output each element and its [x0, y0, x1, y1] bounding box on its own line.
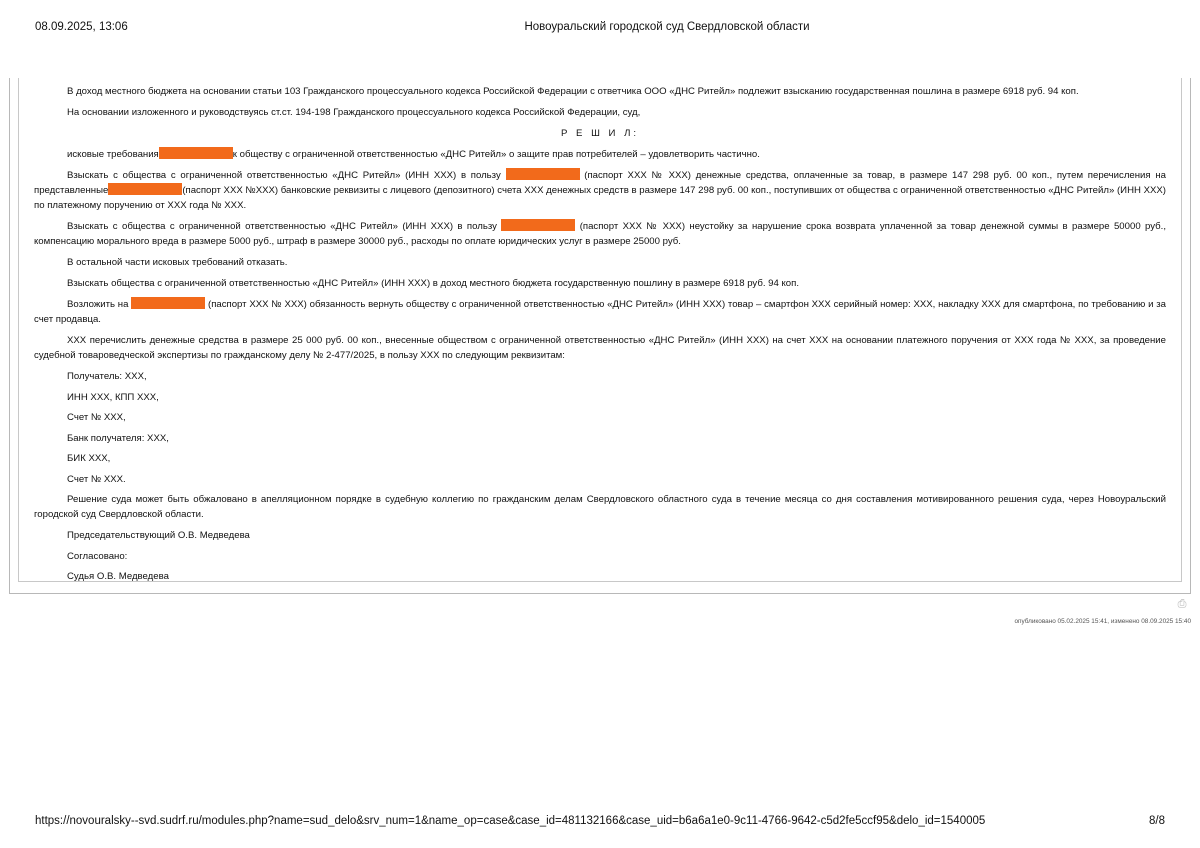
requisite-account: Счет № ХХХ,: [67, 412, 126, 423]
resolved-heading: Р Е Ш И Л:: [560, 128, 640, 139]
signature-presiding: Председательствующий О.В. Медведева: [67, 530, 250, 541]
paragraph-recover-funds: [34, 168, 1166, 213]
recover-funds-text-2: (паспорт ХХХ № ХХХ) денежные средства, оплаченные за товар, в размере 147 298 руб. 00 коп., путем перечисления на представленные: [34, 170, 1166, 196]
printer-icon[interactable]: ⎙: [1177, 598, 1187, 610]
paragraph-appeal: Решение суда может быть обжаловано в апелляционном порядке в судебную коллегию по гражданским делам Свердловского областного суда в течение месяца со дня составления мотивированного решения суда, через Новоуральский городской суд Свердловской области.: [34, 494, 1166, 520]
claims-text-start: исковые требования: [67, 149, 159, 160]
print-datetime: 08.09.2025, 13:06: [35, 21, 128, 33]
requisite-inn-kpp: ИНН ХХХ, КПП ХХХ,: [67, 391, 159, 403]
requisite-recipient: Получатель: ХХХ,: [67, 371, 147, 382]
claims-text-end: к обществу с ограниченной ответственностью «ДНС Ритейл» о защите прав потребителей – удовлетворить частично.: [232, 149, 760, 160]
requisite-account-2: Счет № ХХХ.: [67, 473, 126, 485]
paragraph-transfer-funds: ХХХ перечислить денежные средства в размере 25 000 руб. 00 коп., внесенные обществом с ограниченной ответственностью «ДНС Ритейл» (ИНН ХХХ) на счет ХХХ на основании платежного поручения от ХХХ года № ХХХ, за проведение судебной товароведческой экспертизы по гражданскому делу № 2-477/2025, в пользу ХХХ по следующим реквизитам:: [34, 335, 1166, 361]
requisite-bank: Банк получателя: ХХХ,: [67, 432, 169, 444]
print-page-title: Новоуральский городской суд Свердловской области: [524, 21, 810, 33]
print-url: https://novouralsky--svd.sudrf.ru/modules.php?name=sud_delo&srv_num=1&name_op=case&case_id=481132166&case_uid=b6a6a1e0-9c11-4766-9642-c5d2fe5ccf95&delo_id=1540005: [35, 815, 986, 827]
paragraph-penalty: [34, 219, 1166, 249]
redacted-name: [131, 297, 205, 309]
recover-funds-text-1: Взыскать с общества с ограниченной ответственностью «ДНС Ритейл» (ИНН ХХХ) в пользу: [67, 170, 501, 181]
paragraph-return-goods: [34, 297, 1166, 327]
paragraph-claims: [34, 147, 1166, 162]
redacted-name: [501, 219, 575, 231]
return-goods-text-1: Возложить на: [67, 299, 129, 310]
page-number: 8/8: [1149, 815, 1165, 827]
signature-approved: Согласовано:: [67, 550, 128, 562]
paragraph-state-duty: В доход местного бюджета на основании статьи 103 Гражданского процессуального кодекса Российской Федерации с ответчика ООО «ДНС Ритейл» подлежит взысканию государственная пошлина в размере 6918 руб. 94 коп.: [67, 86, 1079, 97]
court-decision-text: [34, 84, 1166, 590]
signature-judge: Судья О.В. Медведева: [67, 571, 169, 582]
redacted-name: [108, 183, 182, 195]
penalty-text-1: Взыскать с общества с ограниченной ответственностью «ДНС Ритейл» (ИНН ХХХ) в пользу: [67, 221, 497, 232]
paragraph-grounds: На основании изложенного и руководствуясь ст.ст. 194-198 Гражданского процессуального кодекса Российской Федерации, суд,: [67, 107, 641, 118]
redacted-name: [506, 168, 580, 180]
paragraph-budget-duty: Взыскать общества с ограниченной ответственностью «ДНС Ритейл» (ИНН ХХХ) в доход местного бюджета государственную пошлину в размере 6918 руб. 94 коп.: [67, 278, 799, 289]
redacted-name: [159, 147, 233, 159]
requisite-bik: БИК ХХХ,: [67, 453, 111, 464]
recover-funds-text-3: (паспорт ХХХ №ХХХ) банковские реквизиты с лицевого (депозитного) счета ХХХ денежных средств в размере 147 298 руб. 00 коп., поступивших от общества с ограниченной ответственностью «ДНС Ритейл» (ИНН ХХХ) по платежному поручению от ХХХ года № ХХХ.: [34, 185, 1166, 211]
publication-meta: опубликовано 05.02.2025 15:41, изменено 08.09.2025 15:40: [1014, 618, 1191, 625]
paragraph-deny-rest: В остальной части исковых требований отказать.: [67, 257, 288, 268]
return-goods-text-2: (паспорт ХХХ № ХХХ) обязанность вернуть обществу с ограниченной ответственностью «ДНС Ритейл» (ИНН ХХХ) товар – смартфон ХХХ серийный номер: ХХХ, накладку ХХХ для смартфона, по требованию и за счет продавца.: [34, 299, 1167, 325]
penalty-text-2: (паспорт ХХХ № ХХХ) неустойку за нарушение срока возврата уплаченной за товар денежной суммы в размере 50000 руб., компенсацию морального вреда в размере 5000 руб., штраф в размере 30000 руб., расходы по оплате юридических услуг в размере 25000 руб.: [34, 221, 1166, 247]
